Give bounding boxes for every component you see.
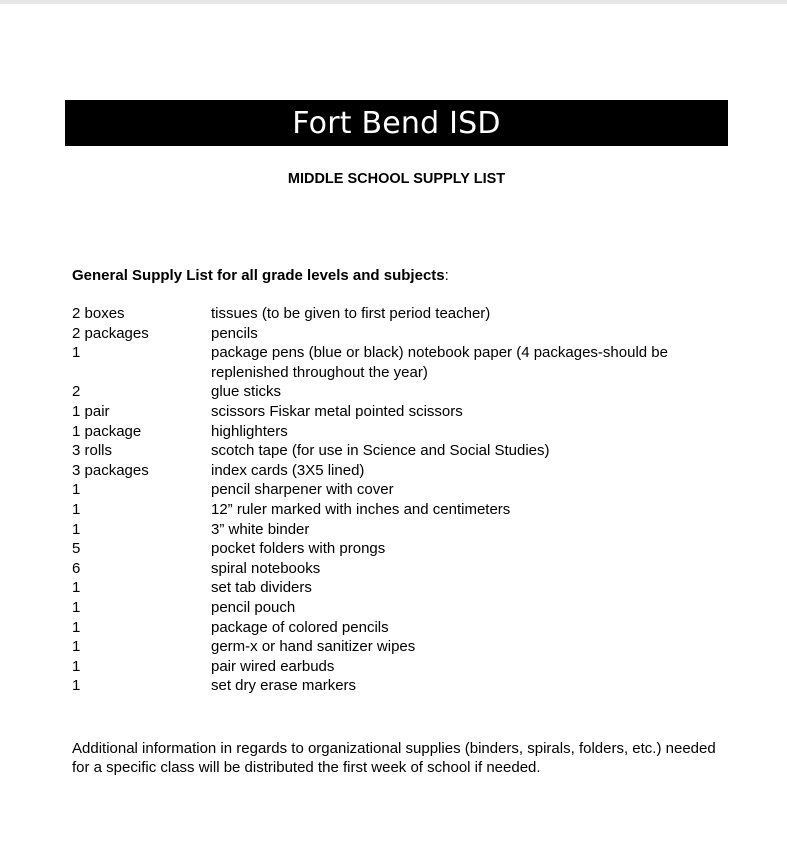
item-description: set tab dividers xyxy=(211,579,312,597)
item-quantity: 1 xyxy=(72,598,81,616)
section-heading-text: General Supply List for all grade levels and subjects xyxy=(72,267,445,284)
list-item xyxy=(72,559,722,579)
list-item xyxy=(72,343,722,382)
item-quantity: 1 xyxy=(72,618,81,636)
item-quantity: 1 xyxy=(72,579,81,597)
item-description: pencil sharpener with cover xyxy=(211,481,394,499)
list-item xyxy=(72,539,722,559)
item-quantity: 1 xyxy=(72,344,81,362)
item-description: index cards (3X5 lined) xyxy=(211,461,365,479)
list-item xyxy=(72,422,722,442)
list-item xyxy=(72,578,722,598)
list-item xyxy=(72,500,722,520)
item-quantity: 1 xyxy=(72,520,81,538)
list-item xyxy=(72,598,722,618)
list-item xyxy=(72,304,722,324)
item-description: set dry erase markers xyxy=(211,677,357,695)
item-description: scotch tape (for use in Science and Social Studies) xyxy=(211,442,550,460)
item-quantity: 1 pair xyxy=(72,402,110,420)
list-item xyxy=(72,657,722,677)
item-description: highlighters xyxy=(211,422,288,440)
item-quantity: 1 package xyxy=(72,422,142,440)
list-item xyxy=(72,441,722,461)
item-description: germ-x or hand sanitizer wipes xyxy=(211,638,416,656)
item-quantity: 1 xyxy=(72,657,81,675)
page-top-border xyxy=(0,0,787,4)
item-description: scissors Fiskar metal pointed scissors xyxy=(211,402,463,420)
section-heading xyxy=(72,267,449,284)
item-quantity: 3 packages xyxy=(72,461,149,479)
list-item xyxy=(72,480,722,500)
section-heading-colon: : xyxy=(444,267,449,284)
item-quantity: 2 packages xyxy=(72,324,149,342)
list-item xyxy=(72,461,722,481)
item-quantity: 1 xyxy=(72,500,81,518)
list-item xyxy=(72,618,722,638)
item-description: 3” white binder xyxy=(211,520,310,538)
item-description: package pens (blue or black) notebook paper (4 packages-should be replenished throughout the year) xyxy=(211,344,668,381)
item-quantity: 1 xyxy=(72,638,81,656)
item-description: spiral notebooks xyxy=(211,559,321,577)
item-description: glue sticks xyxy=(211,383,282,401)
list-item xyxy=(72,637,722,657)
item-description: pair wired earbuds xyxy=(211,657,335,675)
item-description: package of colored pencils xyxy=(211,618,389,636)
page-title: Fort Bend ISD xyxy=(292,105,501,141)
item-quantity: 2 xyxy=(72,383,81,401)
item-quantity: 5 xyxy=(72,540,81,558)
list-item xyxy=(72,520,722,540)
item-description: pencil pouch xyxy=(211,598,296,616)
footer-note: Additional information in regards to organizational supplies (binders, spirals, folders, etc.) needed for a specific class will be distributed the first week of school if needed. xyxy=(72,740,716,776)
item-description: 12” ruler marked with inches and centimeters xyxy=(211,500,511,518)
item-description: pencils xyxy=(211,324,258,342)
list-item xyxy=(72,676,722,696)
item-quantity: 6 xyxy=(72,559,81,577)
item-description: tissues (to be given to first period teacher) xyxy=(211,305,491,322)
item-quantity: 2 boxes xyxy=(72,305,125,322)
item-quantity: 1 xyxy=(72,481,81,499)
item-quantity: 1 xyxy=(72,677,81,695)
list-item xyxy=(72,382,722,402)
list-item xyxy=(72,324,722,344)
item-quantity: 3 rolls xyxy=(72,442,113,460)
page-subtitle: MIDDLE SCHOOL SUPPLY LIST xyxy=(287,171,506,187)
title-banner xyxy=(65,100,728,146)
supply-list xyxy=(72,304,722,696)
list-item xyxy=(72,402,722,422)
item-description: pocket folders with prongs xyxy=(211,540,386,558)
